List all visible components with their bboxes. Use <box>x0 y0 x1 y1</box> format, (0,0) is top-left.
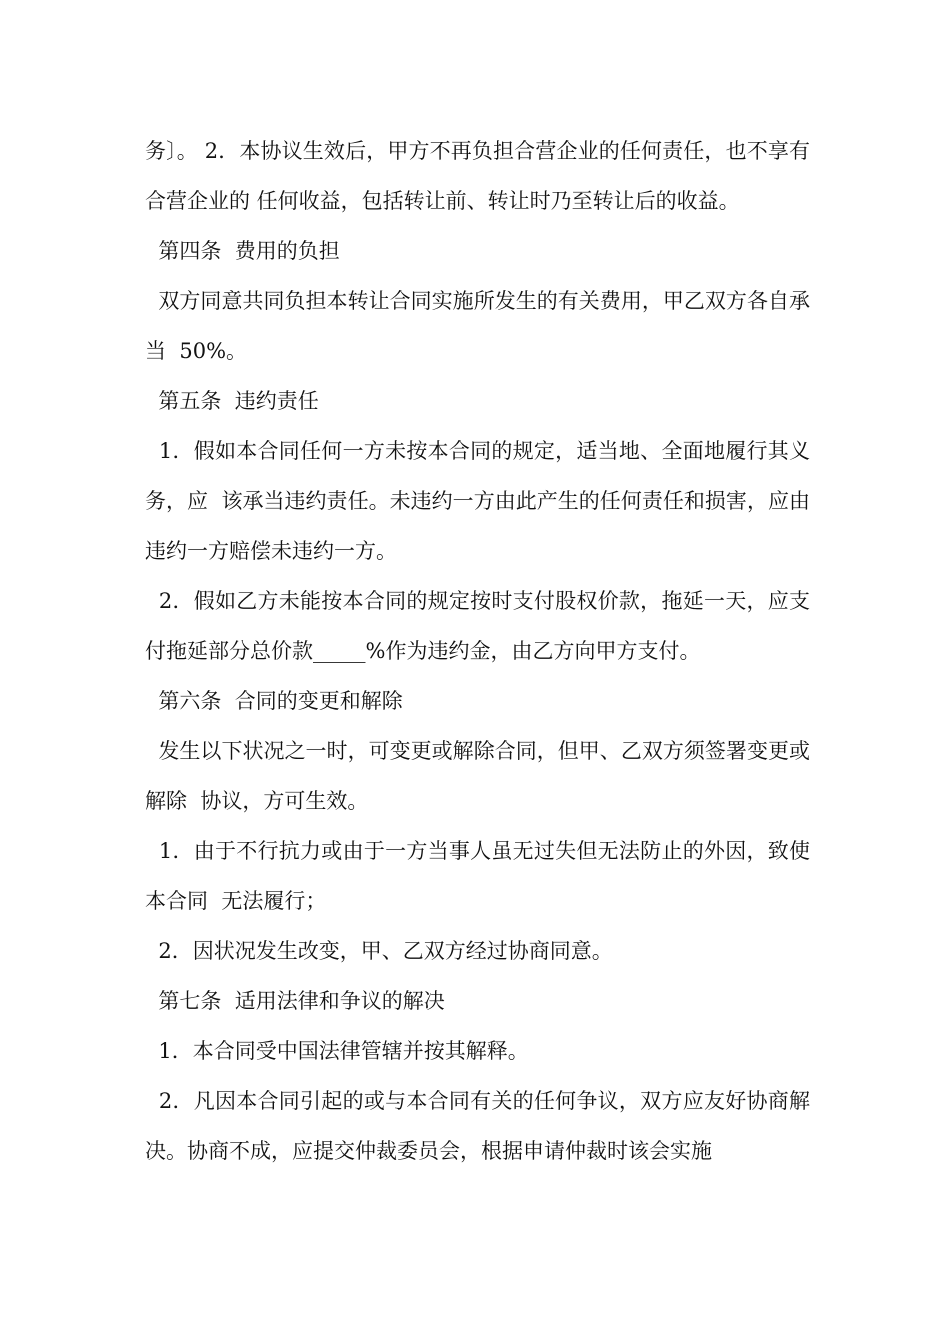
paragraph-article6-intro: 发生以下状况之一时，可变更或解除合同，但甲、乙双方须签署变更或解除 协议，方可生效。 <box>145 739 810 813</box>
heading-article6: 第六条 合同的变更和解除 <box>145 689 403 713</box>
paragraph-article5-clause1: 1．假如本合同任何一方未按本合同的规定，适当地、全面地履行其义务，应 该承当违约责任。未违约一方由此产生的任何责任和损害，应由违约一方赔偿未违约一方。 <box>145 439 810 563</box>
document-body <box>145 126 810 1176</box>
paragraph-article4-body: 双方同意共同负担本转让合同实施所发生的有关费用，甲乙双方各自承当 50%。 <box>145 289 810 363</box>
paragraph-article3-clause2: 务〕。 2．本协议生效后，甲方不再负担合营企业的任何责任，也不享有合营企业的 任何收益，包括转让前、转让时乃至转让后的收益。 <box>145 139 810 213</box>
paragraph-article6-clause2: 2．因状况发生改变，甲、乙双方经过协商同意。 <box>145 939 613 963</box>
paragraph-article7-clause2: 2．凡因本合同引起的或与本合同有关的任何争议，双方应友好协商解决。协商不成，应提交仲裁委员会，根据申请仲裁时该会实施 <box>145 1089 810 1163</box>
heading-article7: 第七条 适用法律和争议的解决 <box>145 989 445 1013</box>
paragraph-article5-clause2: 2．假如乙方未能按本合同的规定按时支付股权价款，拖延一天，应支付拖延部分总价款_____%作为违约金，由乙方向甲方支付。 <box>145 589 810 663</box>
heading-article4: 第四条 费用的负担 <box>145 239 340 263</box>
heading-article5: 第五条 违约责任 <box>145 389 319 413</box>
paragraph-article7-clause1: 1．本合同受中国法律管辖并按其解释。 <box>145 1039 529 1063</box>
paragraph-article6-clause1: 1．由于不行抗力或由于一方当事人虽无过失但无法防止的外因，致使本合同 无法履行； <box>145 839 810 913</box>
